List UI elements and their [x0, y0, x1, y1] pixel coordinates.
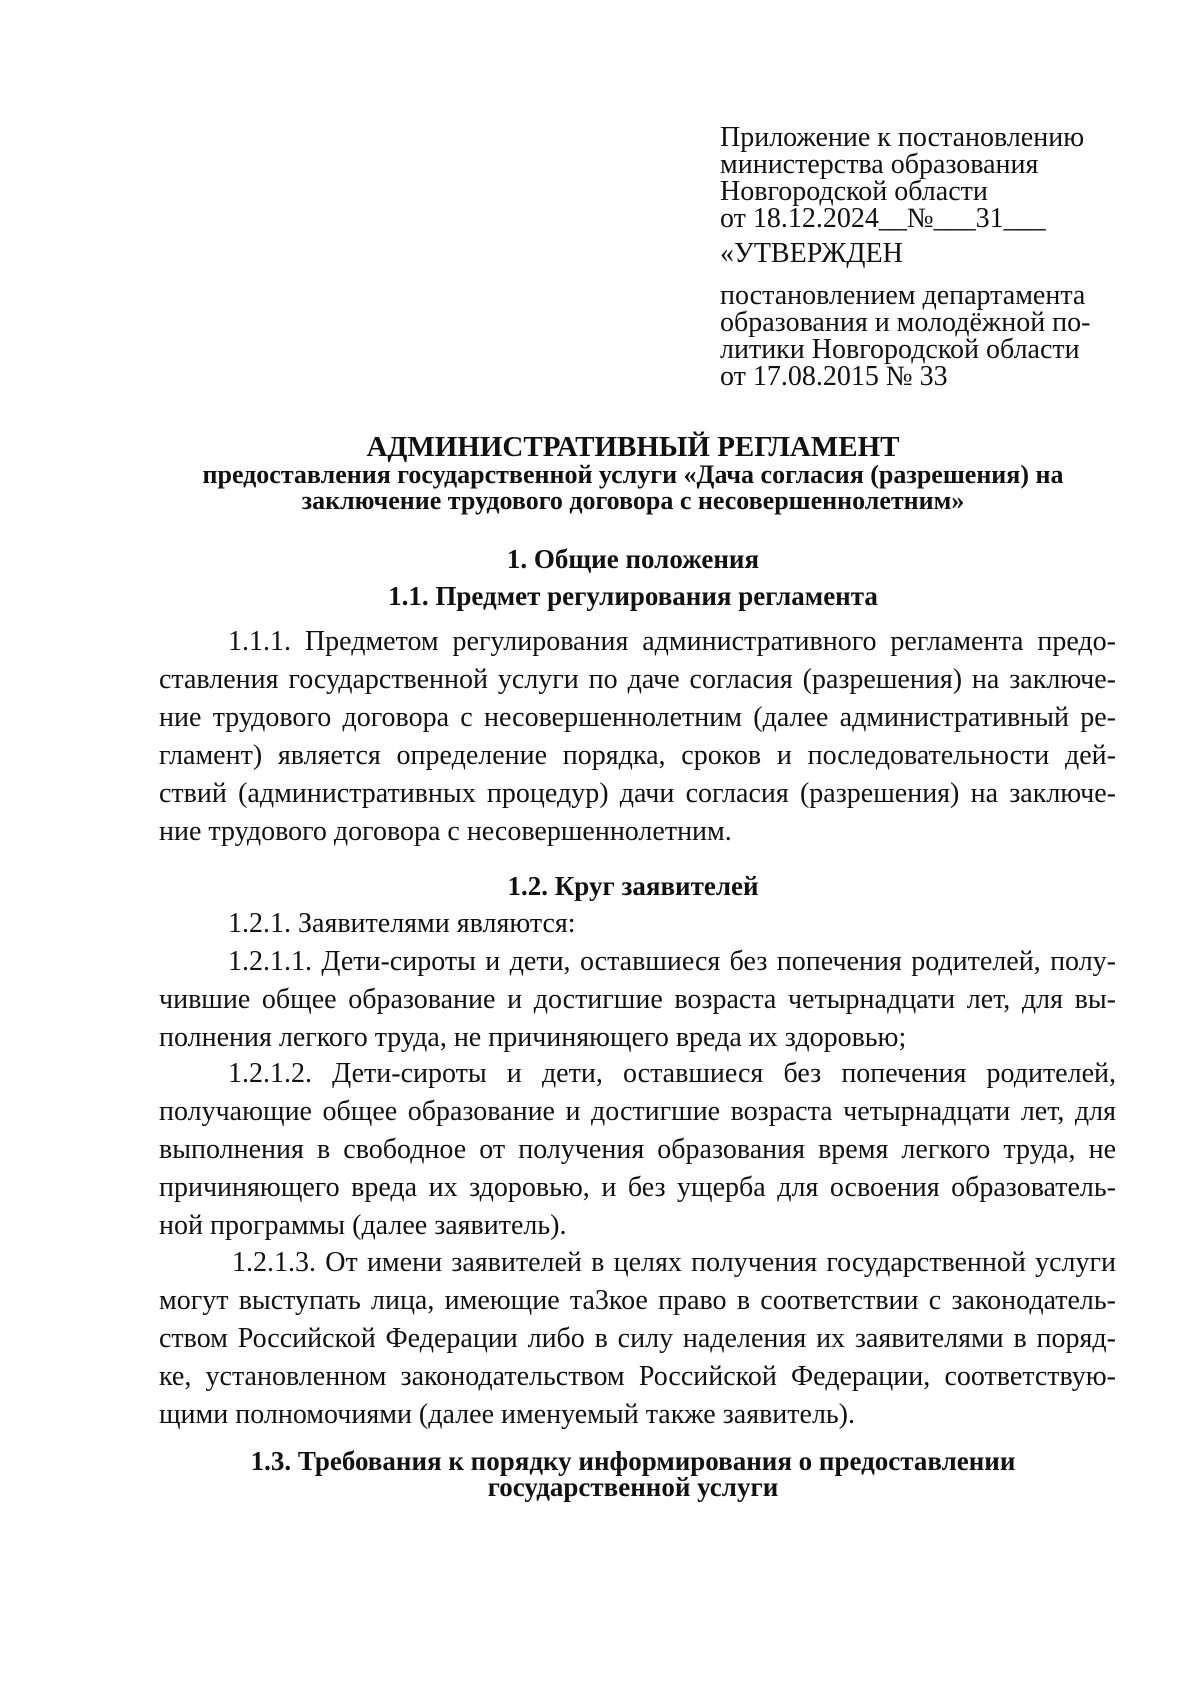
approved-title: «УТВЕРЖДЕН [720, 238, 903, 269]
document-title [150, 432, 1116, 514]
paragraph-line: ние трудового договора с несовершеннолетним (далее административный ре- [159, 702, 1116, 733]
appendix-line: Приложение к постановлению [720, 122, 1085, 153]
appendix-reference [720, 124, 1084, 232]
paragraph-line: причиняющего вреда их здоровью, и без ущерба для освоения образователь- [159, 1172, 1116, 1203]
paragraph-1-2-1-1 [159, 943, 1116, 1057]
section-1-2-heading: 1.2. Круг заявителей [507, 871, 759, 901]
subsection-heading [150, 580, 1116, 612]
approved-line: постановлением департамента [720, 280, 1086, 311]
approved-line: литики Новгородской области [720, 334, 1080, 365]
approved-label [720, 240, 903, 267]
section-1-3-heading-line: государственной услуги [487, 1472, 779, 1502]
appendix-line: от 18.12.2024__№___31___ [720, 203, 1046, 234]
approved-line: образования и молодёжной по- [720, 307, 1091, 338]
paragraph-line: щими полномочиями (далее именуемый также заявитель). [159, 1399, 856, 1430]
paragraph-1-2-1-2 [159, 1055, 1116, 1245]
title-line: предоставления государственной услуги «Дача согласия (разрешения) на [202, 460, 1064, 489]
section-1-3-heading-line: 1.3. Требования к порядку информирования о предоставлении [250, 1446, 1016, 1476]
paragraph-line: ством Российской Федерации либо в силу наделения их заявителями в поряд- [159, 1323, 1116, 1354]
paragraph-line: 1.2.1.1. Дети-сироты и дети, оставшиеся без попечения родителей, полу- [228, 946, 1116, 977]
paragraph-line: гламент) является определение порядка, сроков и последовательности дей- [159, 740, 1116, 771]
paragraph-line: ной программы (далее заявитель). [159, 1210, 567, 1241]
paragraph-1-2-1-3 [159, 1244, 1116, 1434]
paragraph-line: 1.2.1.2. Дети-сироты и дети, оставшиеся без попечения родителей, [228, 1058, 1116, 1089]
paragraph-line: чившие общее образование и достигшие возраста четырнадцати лет, для вы- [159, 984, 1116, 1015]
subsection-heading [150, 870, 1116, 902]
paragraph-line: могут выступать лица, имеющие та3кое право в соответствии с законодатель- [159, 1285, 1116, 1316]
paragraph-line: получающие общее образование и достигшие возраста четырнадцати лет, для [159, 1096, 1116, 1127]
section-1-1-heading: 1.1. Предмет регулирования регламента [388, 581, 878, 611]
paragraph-line: ставления государственной услуги по даче согласия (разрешения) на заключе- [159, 664, 1116, 695]
section-heading [150, 543, 1116, 575]
paragraph-line: выполнения в свободное от получения образования время легкого труда, не [159, 1134, 1116, 1165]
paragraph-1-1-1 [159, 623, 1116, 851]
title-main: АДМИНИСТРАТИВНЫЙ РЕГЛАМЕНТ [366, 431, 900, 463]
paragraph-line: 1.2.1.3. От имени заявителей в целях получения государственной услуги [232, 1247, 1116, 1278]
paragraph-line: ке, установленном законодательством Российской Федерации, соответствую- [159, 1361, 1116, 1392]
approved-block [720, 282, 1091, 390]
paragraph-1-2-1 [228, 905, 576, 943]
section-1-heading: 1. Общие положения [506, 544, 760, 574]
approved-line: от 17.08.2015 № 33 [720, 361, 948, 392]
paragraph-line: ствий (административных процедур) дачи согласия (разрешения) на заключе- [159, 778, 1116, 809]
paragraph-line: 1.2.1. Заявителями являются: [228, 908, 576, 939]
paragraph-line: полнения легкого труда, не причиняющего вреда их здоровью; [159, 1022, 907, 1053]
paragraph-line: 1.1.1. Предметом регулирования административного регламента предо- [228, 626, 1116, 657]
subsection-heading [150, 1448, 1116, 1500]
paragraph-line: ние трудового договора с несовершеннолетним. [159, 816, 732, 847]
appendix-line: Новгородской области [720, 176, 988, 207]
title-line: заключение трудового договора с несовершеннолетним» [301, 486, 965, 515]
appendix-line: министерства образования [720, 149, 1039, 180]
